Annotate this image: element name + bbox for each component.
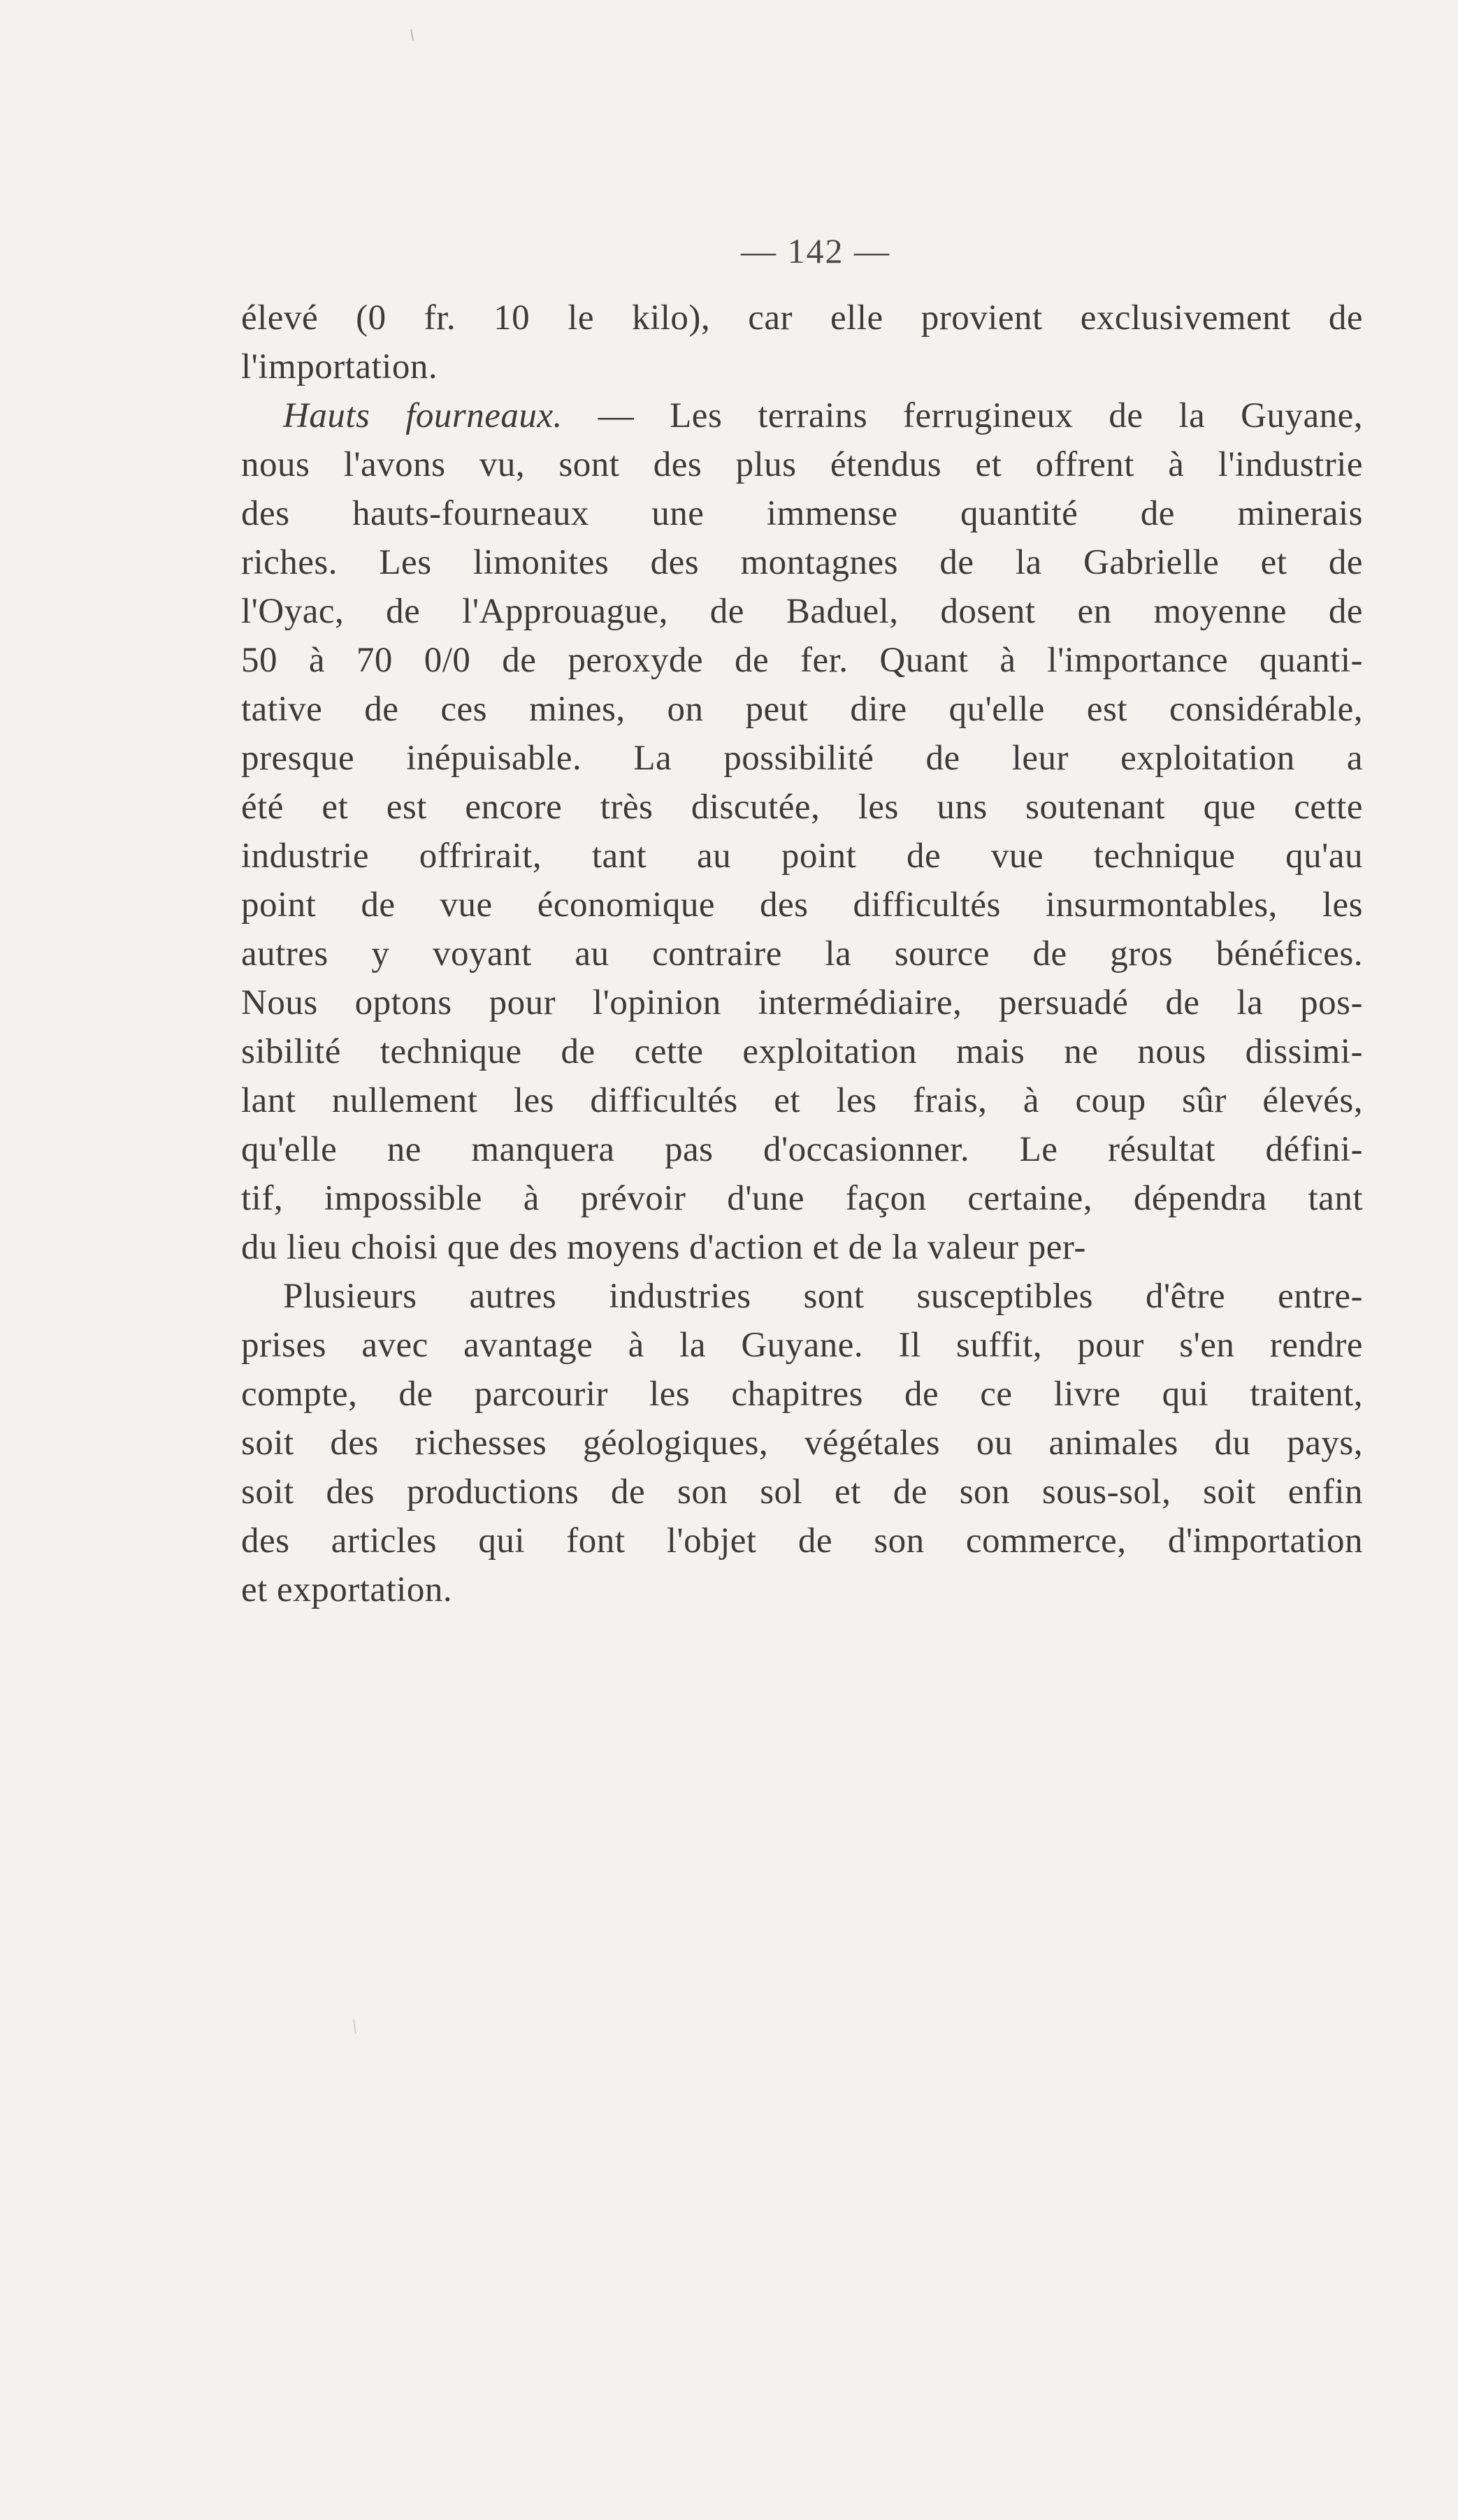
text-line-with-heading [241, 391, 1363, 440]
text-line: des articles qui font l'objet de son commerce, d'importation [241, 1521, 1363, 1560]
text-line: presque inépuisable. La possibilité de leur exploitation a [241, 739, 1363, 778]
text-line: qu'elle ne manquera pas d'occasionner. Le résultat défini- [241, 1130, 1363, 1169]
text-line: du lieu choisi que des moyens d'action et de la valeur per- [241, 1228, 1086, 1267]
text-line: 50 à 70 0/0 de peroxyde de fer. Quant à l'importance quanti- [241, 641, 1363, 680]
paragraph-3 [241, 1272, 1363, 1614]
page-number: — 142 — [741, 231, 890, 270]
heading-line-text: — Les terrains ferrugineux de la Guyane, [598, 396, 1364, 435]
text-line: l'Oyac, de l'Approuague, de Baduel, dosent en moyenne de [241, 592, 1363, 631]
body-text [241, 294, 1363, 1614]
section-heading: Hauts fourneaux. [283, 396, 563, 435]
text-line: autres y voyant au contraire la source de gros bénéfices. [241, 934, 1363, 973]
text-line: soit des productions de son sol et de son sous-sol, soit enfin [241, 1472, 1363, 1512]
text-line: compte, de parcourir les chapitres de ce livre qui traitent, [241, 1375, 1363, 1414]
text-line: sibilité technique de cette exploitation mais ne nous dissimi- [241, 1032, 1363, 1071]
text-line: soit des richesses géologiques, végétales ou animales du pays, [241, 1424, 1363, 1463]
paragraph-1 [241, 294, 1363, 391]
paper-speck [411, 29, 413, 41]
text-line: été et est encore très discutée, les uns soutenant que cette [241, 788, 1363, 827]
text-line: prises avec avantage à la Guyane. Il suffit, pour s'en rendre [241, 1326, 1363, 1365]
text-line: tif, impossible à prévoir d'une façon certaine, dépendra tant [241, 1179, 1363, 1218]
text-line: lant nullement les difficultés et les frais, à coup sûr élevés, [241, 1081, 1363, 1120]
text-line: élevé (0 fr. 10 le kilo), car elle provient exclusivement de [241, 298, 1363, 338]
paragraph-2 [241, 391, 1363, 1272]
text-line: Plusieurs autres industries sont susceptibles d'être entre- [283, 1277, 1363, 1316]
paper-speck [354, 2020, 356, 2034]
text-line: Nous optons pour l'opinion intermédiaire, persuadé de la pos- [241, 983, 1363, 1022]
text-line: industrie offrirait, tant au point de vue technique qu'au [241, 837, 1363, 876]
text-line: des hauts-fourneaux une immense quantité de minerais [241, 494, 1363, 533]
text-line: point de vue économique des difficultés insurmontables, les [241, 885, 1363, 925]
text-line: l'importation. [241, 347, 438, 386]
text-line: nous l'avons vu, sont des plus étendus et offrent à l'industrie [241, 445, 1363, 484]
text-line: tative de ces mines, on peut dire qu'elle est considérable, [241, 690, 1363, 729]
text-line: et exportation. [241, 1570, 453, 1609]
text-line: riches. Les limonites des montagnes de la Gabrielle et de [241, 543, 1363, 582]
